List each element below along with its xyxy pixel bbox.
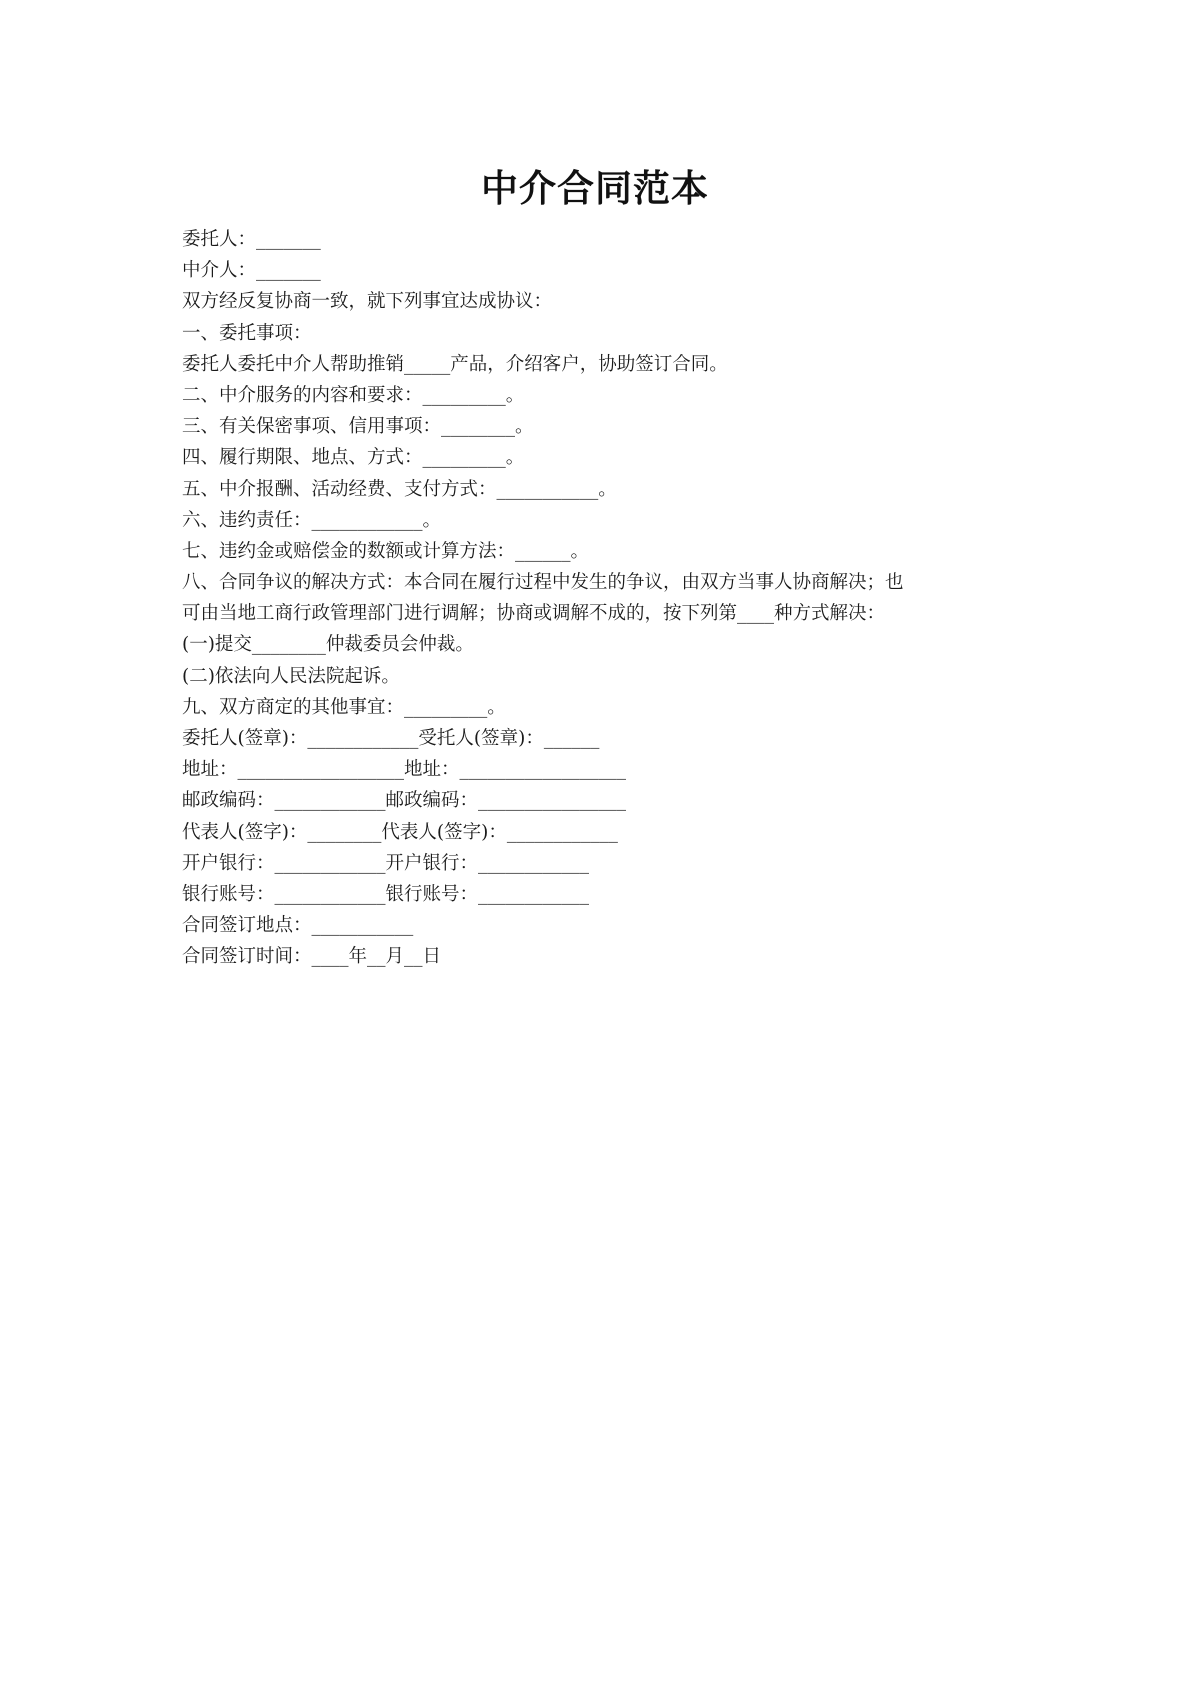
document-body [182, 224, 1032, 973]
clause-9: 九、双方商定的其他事宜：_________。 [182, 696, 506, 718]
clause-8-line-2: 可由当地工商行政管理部门进行调解；协商或调解不成的，按下列第____种方式解决： [182, 603, 886, 625]
clause-7: 七、违约金或赔偿金的数额或计算方法：______。 [182, 540, 590, 562]
bank-line: 开户银行：____________开户银行：____________ [182, 852, 590, 874]
clause-2: 二、中介服务的内容和要求：_________。 [182, 384, 525, 406]
agreement-intro: 双方经反复协商一致，就下列事宜达成协议： [182, 291, 553, 313]
address-line: 地址：__________________地址：__________________ [182, 759, 627, 781]
clause-8-line-1: 八、合同争议的解决方式：本合同在履行过程中发生的争议，由双方当事人协商解决；也 [182, 572, 904, 594]
postal-code-line: 邮政编码：____________邮政编码：________________ [182, 790, 627, 812]
intermediary-line: 中介人：_______ [182, 260, 321, 282]
clause-1-body: 委托人委托中介人帮助推销_____产品，介绍客户，协助签订合同。 [182, 353, 728, 375]
representative-line: 代表人(签字)：________代表人(签字)：____________ [182, 821, 618, 843]
clause-6: 六、违约责任：____________。 [182, 509, 442, 531]
clause-4: 四、履行期限、地点、方式：_________。 [182, 447, 525, 469]
clause-3: 三、有关保密事项、信用事项：________。 [182, 416, 534, 438]
document-title: 中介合同范本 [481, 167, 709, 210]
signing-date-line: 合同签订时间：____年__月__日 [182, 946, 442, 968]
clause-8-option-2: (二)依法向人民法院起诉。 [182, 665, 400, 687]
signature-line: 委托人(签章)：____________受托人(签章)：______ [182, 728, 600, 749]
clause-5: 五、中介报酬、活动经费、支付方式：___________。 [182, 478, 617, 500]
bank-account-line: 银行账号：____________银行账号：____________ [182, 883, 590, 905]
clause-8-option-1: (一)提交________仲裁委员会仲裁。 [182, 634, 474, 656]
clause-1-heading: 一、委托事项： [182, 322, 312, 344]
signing-place-line: 合同签订地点：___________ [182, 915, 414, 937]
client-line: 委托人：_______ [182, 229, 321, 250]
